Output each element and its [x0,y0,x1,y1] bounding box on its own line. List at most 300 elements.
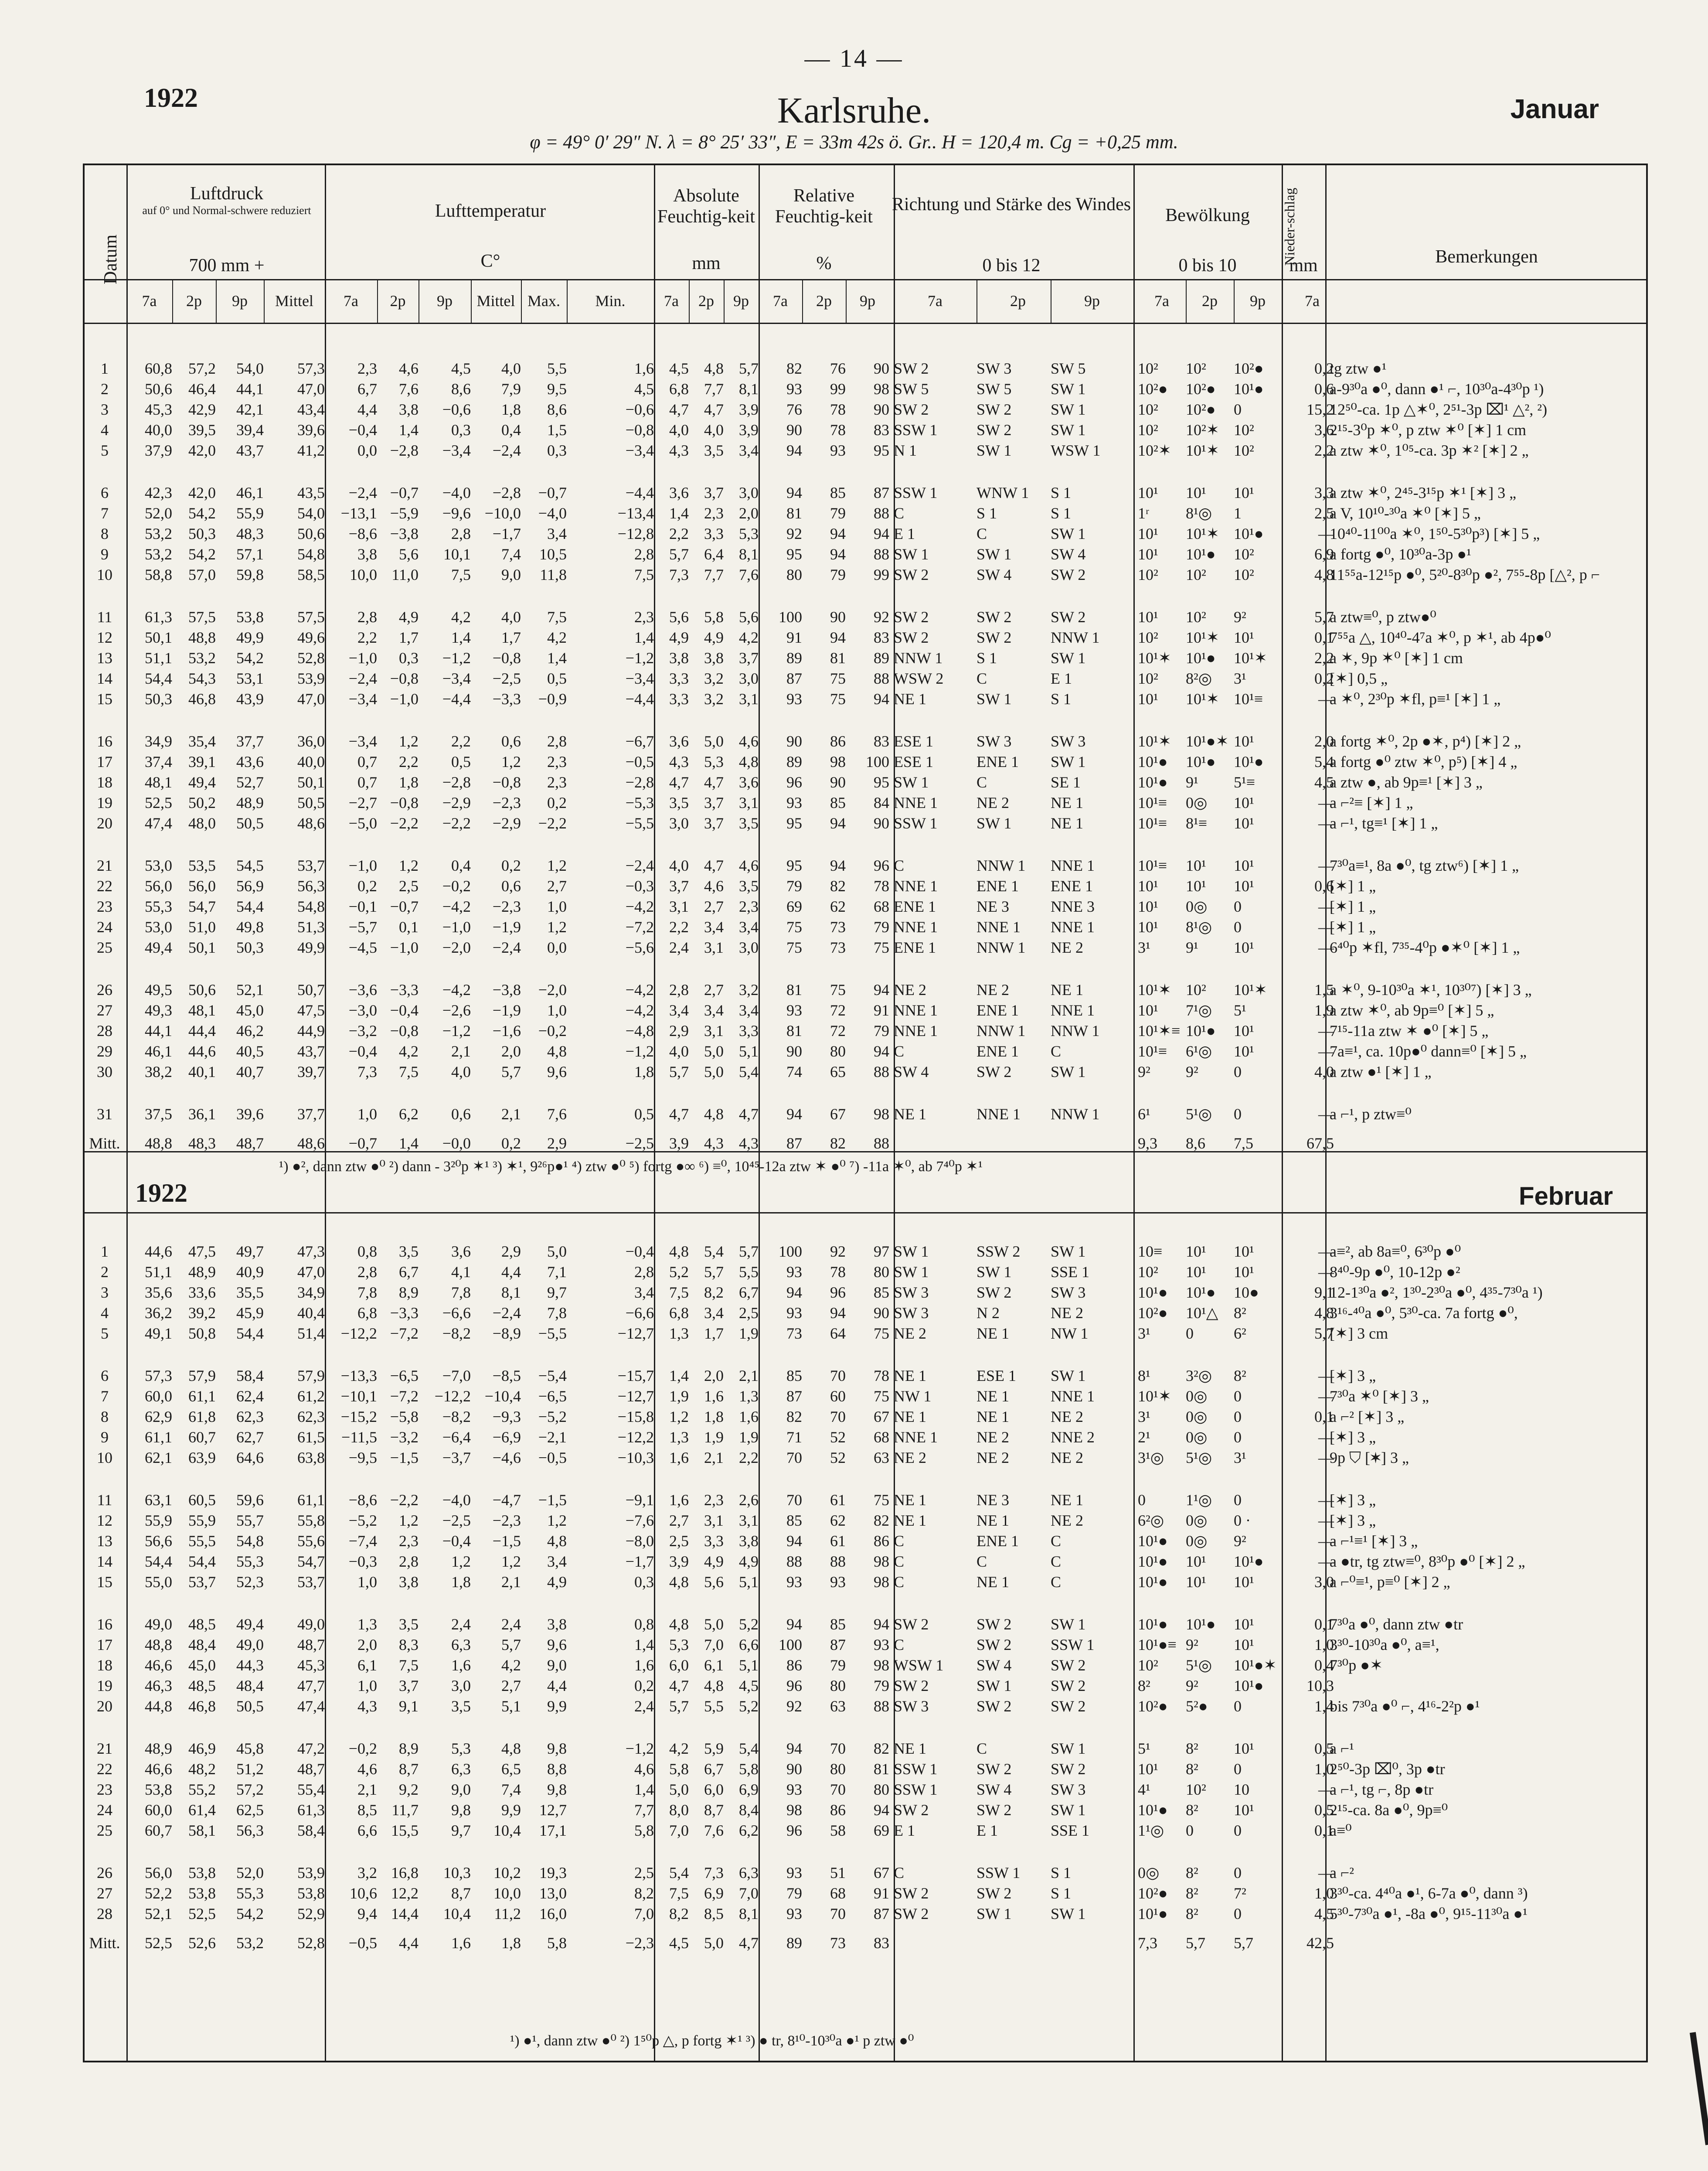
table-cell: 50,3 [236,939,264,956]
table-cell: 2,8 [451,525,471,542]
table-cell: NE 2 [976,981,1009,999]
mittel-cell: 4,7 [739,1934,759,1952]
table-cell: 0 [1138,1491,1146,1509]
table-cell: NNE 1 [1051,1002,1095,1019]
table-cell: 58,1 [188,1822,216,1839]
table-cell: 7,4 [501,545,521,563]
table-row [83,1447,1648,1467]
table-cell: ENE 1 [894,898,936,915]
table-cell: 98 [874,380,889,398]
table-cell: 52,2 [145,1885,172,1902]
table-cell: 10² [1138,401,1158,418]
table-cell: 50,1 [188,939,216,956]
table-cell: 3,4 [704,918,724,936]
table-cell: 74 [786,1063,802,1080]
table-cell: 54,4 [236,898,264,915]
table-cell: 90 [786,733,802,750]
table-cell: 3,6 [451,1243,471,1260]
table-cell: 5,4 [669,1864,689,1881]
table-cell: 7,5 [399,1063,418,1080]
table-cell: 44,6 [188,1043,216,1060]
table-cell: 6,8 [669,380,689,398]
subheader-p2: 2p [1010,292,1026,310]
table-cell: 67 [874,1408,889,1425]
table-cell: 3,4 [704,1304,724,1322]
table-cell: 44,9 [297,1022,325,1039]
table-cell: 49,4 [236,1615,264,1633]
table-cell: SW 4 [976,1781,1012,1798]
table-cell: 100 [779,1243,802,1260]
table-cell: −2,4 [625,857,654,874]
table-cell: 3¹ [1234,670,1246,687]
table-cell: 0,6 [1314,380,1334,398]
table-cell: 10² [1234,566,1254,583]
table-cell: 25 [97,939,112,956]
table-cell: 6,9 [1314,545,1334,563]
table-cell: 1,3 [669,1428,689,1446]
table-cell: 82 [874,1740,889,1757]
table-cell: 4,6 [399,360,418,377]
table-cell: 8² [1234,1304,1246,1322]
header-luftdruck-title: Luftdruck [190,184,263,204]
table-cell: 4,4 [547,1677,567,1694]
subheader-p9: 9p [1250,292,1266,310]
table-cell: 10¹● [1186,1022,1216,1039]
table-cell: 10¹ [1234,1573,1254,1591]
table-cell: 3,6 [669,484,689,501]
table-cell: 40,0 [297,753,325,770]
table-cell: 70 [830,1740,846,1757]
table-cell: 7,7 [634,1801,654,1819]
table-cell: 10¹●✶ [1186,733,1229,750]
table-cell: 6,9 [704,1885,724,1902]
table-cell: −5,3 [625,794,654,811]
table-cell: 5,6 [669,608,689,626]
table-cell: 1,7 [501,629,521,646]
table-cell: 0,0 [357,442,377,459]
table-cell: a ztw ●, ab 9p≡¹ [✶] 3 „ [1330,774,1483,791]
table-cell: 53,8 [236,608,264,626]
table-cell: 3¹⁶-⁴⁰a ●⁰, 5³⁰-ca. 7a fortg ●⁰, [1330,1304,1518,1322]
table-cell: NE 1 [1051,815,1083,832]
mittel-cell: 3,9 [669,1135,689,1152]
table-cell: 55,3 [145,898,172,915]
table-cell: 81 [830,649,846,667]
table-cell: 5,7 [669,545,689,563]
table-cell: −3,0 [348,1002,377,1019]
table-cell: 1,6 [669,1491,689,1509]
table-cell: −9,5 [348,1449,377,1466]
table-cell: S 1 [976,649,997,667]
table-cell: 51,1 [145,649,172,667]
table-cell: 79 [786,1885,802,1902]
table-cell: −1,0 [348,857,377,874]
table-cell: 5,4 [1314,753,1334,770]
table-cell: NE 1 [894,1491,926,1509]
table-cell: 8,7 [704,1801,724,1819]
table-cell: 72 [830,1022,846,1039]
table-cell: 10¹●≡ [1138,1636,1177,1653]
table-cell: 7,0 [704,1636,724,1653]
table-cell: WNW 1 [976,484,1029,501]
table-cell: 45,0 [236,1002,264,1019]
table-cell: 44,3 [236,1656,264,1674]
table-cell: 41,2 [297,442,325,459]
table-cell: 36,1 [188,1105,216,1123]
subheader-p2: 2p [186,292,202,310]
table-cell: SW 4 [976,566,1012,583]
table-cell: 0,8 [357,1243,377,1260]
table-row [83,937,1648,957]
table-cell: SW 1 [894,1263,929,1281]
table-cell: — [1318,794,1334,811]
header-bewoelkung-unit: 0 bis 10 [1178,256,1237,276]
table-cell: NNE 1 [894,1428,938,1446]
table-cell: 4,5 [1314,1905,1334,1922]
table-cell: 10● [1234,1284,1259,1301]
table-cell: −2,4 [492,939,521,956]
table-cell: S 1 [1051,484,1072,501]
table-cell: −0,4 [348,421,377,439]
table-cell: −8,2 [442,1408,471,1425]
table-cell: 2,8 [634,1263,654,1281]
table-cell: 2,2 [739,1449,759,1466]
table-cell: 5,7 [501,1063,521,1080]
table-cell: WSW 1 [894,1656,944,1674]
table-cell: 2,2 [399,753,418,770]
table-cell: 6,7 [704,1760,724,1778]
table-cell: 9 [101,545,109,563]
table-cell: SW 4 [1051,545,1086,563]
mittel-cell: 89 [786,1934,802,1952]
table-cell: 60,7 [188,1428,216,1446]
table-cell: 0,3 [451,421,471,439]
table-row [83,1738,1648,1758]
table-cell: 52,5 [188,1905,216,1922]
table-cell: −4,4 [625,690,654,708]
table-cell: 95 [874,774,889,791]
table-cell: 10,0 [350,566,377,583]
table-cell: 57,9 [188,1367,216,1384]
table-cell: 1,9 [1314,1002,1334,1019]
table-cell: 3,0 [451,1677,471,1694]
table-cell: 49,9 [297,939,325,956]
table-cell: ENE 1 [976,877,1019,895]
table-cell: SW 1 [1051,649,1086,667]
table-cell: 79 [830,566,846,583]
table-cell: 90 [874,1304,889,1322]
table-cell: 53,8 [297,1885,325,1902]
table-cell: [✶] 3 „ [1330,1491,1376,1509]
table-cell: SSW 1 [976,1864,1021,1881]
table-cell: 4,8 [669,1615,689,1633]
table-cell: −8,2 [442,1325,471,1342]
table-cell: 64 [830,1325,846,1342]
table-cell: 4,4 [501,1263,521,1281]
table-cell: SW 4 [976,1656,1012,1674]
table-cell: 88 [874,504,889,522]
page-edge-mark [1690,2032,1708,2145]
table-cell: NE 1 [894,1105,926,1123]
table-cell: 10,0 [493,1885,521,1902]
table-cell: 2,2 [451,733,471,750]
table-cell: 54,4 [236,1325,264,1342]
table-cell: 38,2 [145,1063,172,1080]
mittel-cell: 7,5 [1234,1135,1253,1152]
table-cell: 70 [830,1408,846,1425]
table-cell: 0,4 [451,857,471,874]
table-cell: 10,2 [493,1864,521,1881]
table-cell: −2,8 [625,774,654,791]
table-cell: 37,4 [145,753,172,770]
table-cell: 57,3 [145,1367,172,1384]
table-cell: 3,3 [704,525,724,542]
table-cell: 61,5 [297,1428,325,1446]
table-cell: 10¹ [1234,1043,1254,1060]
table-cell: [✶] 3 „ [1330,1512,1376,1529]
table-cell: 46,2 [236,1022,264,1039]
table-cell: 42,1 [236,401,264,418]
table-cell: 94 [830,525,846,542]
table-cell: 10¹ [1138,1760,1158,1778]
table-cell: 2,4 [634,1697,654,1715]
table-cell: −13,3 [340,1367,377,1384]
table-cell: 1¹◎ [1138,1822,1164,1839]
table-cell: 53,0 [145,857,172,874]
table-cell: 94 [786,1284,802,1301]
table-cell: 54,4 [145,1553,172,1570]
table-cell: 10²● [1186,401,1216,418]
table-cell: 2,7 [704,898,724,915]
table-cell: 10,3 [443,1864,471,1881]
table-cell: 48,5 [188,1677,216,1694]
table-cell: a ztw ✶⁰, 1⁰⁵-ca. 3p ✶² [✶] 2 „ [1330,442,1529,459]
table-cell: 47,0 [297,380,325,398]
table-cell: 2,5 [669,1532,689,1550]
table-row [83,1571,1648,1592]
table-cell: 10¹● [1138,1615,1168,1633]
table-cell: 94 [786,442,802,459]
table-cell: E 1 [976,1822,998,1839]
table-cell: 6,5 [501,1760,521,1778]
table-cell: −3,7 [442,1449,471,1466]
table-cell: 4,9 [399,608,418,626]
table-cell: 92 [874,608,889,626]
table-cell: 53,9 [297,1864,325,1881]
table-cell: 1 [101,1243,109,1260]
table-cell: WSW 2 [894,670,944,687]
table-cell: SW 2 [1051,1656,1086,1674]
table-cell: 9,1 [1314,1284,1334,1301]
table-cell: NE 2 [1051,1408,1083,1425]
table-cell: 7² [1234,1885,1246,1902]
table-cell: — [1318,898,1334,915]
table-cell: 93 [786,1263,802,1281]
table-cell: 2,2 [1314,442,1334,459]
table-cell: 6,6 [739,1636,759,1653]
table-cell: 10 [97,566,112,583]
table-cell: 3,8 [739,1532,759,1550]
table-cell: 57,3 [297,360,325,377]
table-cell: −1,0 [390,690,418,708]
table-cell: 94 [786,1532,802,1550]
table-cell: 69 [786,898,802,915]
mittel-cell: 48,7 [236,1135,264,1152]
table-cell: 7,6 [704,1822,724,1839]
table-cell: 10¹ [1138,877,1158,895]
table-cell: 9,8 [547,1781,567,1798]
table-cell: 1 [1234,504,1242,522]
table-cell: −4,6 [492,1449,521,1466]
table-cell: 2,3 [704,1491,724,1509]
table-cell: 1,6 [704,1387,724,1405]
table-cell: 4,8 [669,1573,689,1591]
table-cell: 10¹△ [1186,1304,1218,1322]
table-cell: 7,6 [739,566,759,583]
table-cell: 5¹◎ [1186,1105,1212,1123]
table-cell: −2,4 [492,442,521,459]
table-cell: 2,7 [547,877,567,895]
table-row [83,1040,1648,1061]
table-cell: 70 [786,1491,802,1509]
table-cell: 62,5 [236,1801,264,1819]
table-cell: 3,5 [704,442,724,459]
mittel-cell: 4,4 [399,1934,418,1952]
table-cell: −2,2 [390,815,418,832]
table-cell: 6¹ [1138,1105,1150,1123]
table-cell: 19 [97,1677,112,1694]
table-cell: 8,2 [634,1885,654,1902]
table-cell: −4,2 [442,981,471,999]
table-cell: 17,1 [539,1822,567,1839]
header-lufttemp-unit: C° [480,251,500,271]
table-cell: 0,2 [357,877,377,895]
subheader-a7: 7a [773,292,788,310]
table-cell: −0,5 [538,1449,567,1466]
table-cell: 51 [830,1864,846,1881]
table-cell: −6,6 [625,1304,654,1322]
table-cell: — [1318,690,1334,708]
table-cell: 1,0 [357,1573,377,1591]
table-cell: 8² [1186,1740,1198,1757]
table-cell: 79 [830,504,846,522]
table-cell: a fortg ✶⁰, 2p ●✶, p⁴) [✶] 2 „ [1330,733,1521,750]
table-row [83,1365,1648,1385]
table-cell: 90 [874,401,889,418]
table-cell: 80 [830,1043,846,1060]
table-cell: 5,6 [704,1573,724,1591]
table-cell: 0,7 [357,753,377,770]
mittel-cell: 4,3 [704,1135,724,1152]
table-cell: 0,5 [634,1105,654,1123]
table-cell: 7³⁰a ✶⁰ [✶] 3 „ [1330,1387,1429,1405]
table-cell: 62 [830,1512,846,1529]
table-cell: 36,2 [145,1304,172,1322]
table-row [83,1530,1648,1551]
table-cell: 2,5 [739,1304,759,1322]
table-cell: 3,7 [704,484,724,501]
table-cell: SSW 1 [1051,1636,1095,1653]
table-cell: 56,0 [145,1864,172,1881]
table-cell: SW 1 [976,1905,1012,1922]
table-cell: 4,5 [739,1677,759,1694]
table-cell: 88 [874,670,889,687]
table-cell: 10² [1138,1263,1158,1281]
table-cell: 0 [1234,1905,1242,1922]
table-cell: 10¹ [1138,918,1158,936]
table-cell: 16 [97,1615,112,1633]
table-cell: 4,9 [704,1553,724,1570]
table-cell: 2,4 [451,1615,471,1633]
table-cell: 1,4 [1314,1697,1334,1715]
table-cell: 86 [830,1801,846,1819]
table-cell: 3,7 [399,1677,418,1694]
table-cell: 52,0 [145,504,172,522]
table-cell: −3,4 [625,442,654,459]
table-cell: 75 [830,670,846,687]
table-cell: 53,7 [297,857,325,874]
table-cell: 1,2 [547,857,567,874]
table-cell: 50,5 [236,815,264,832]
mittel-cell: 82 [830,1135,846,1152]
table-row [83,1406,1648,1426]
table-cell: 42,0 [188,442,216,459]
table-cell: 63,9 [188,1449,216,1466]
table-cell: 4,8 [1314,1304,1334,1322]
table-cell: 22 [97,1760,112,1778]
table-cell: 10¹ [1186,877,1206,895]
table-cell: — [1318,1022,1334,1039]
table-cell: 19,3 [539,1864,567,1881]
table-cell: 6,3 [451,1636,471,1653]
table-cell: [✶] 1 „ [1330,918,1376,936]
table-cell: 54,8 [297,545,325,563]
table-cell: −8,5 [492,1367,521,1384]
table-cell: 39,1 [188,753,216,770]
table-cell: 6⁴⁰p ✶fl, 7³⁵-4⁰p ●✶⁰ [✶] 1 „ [1330,939,1520,956]
table-cell: 56,6 [145,1532,172,1550]
table-cell: 4,6 [634,1760,654,1778]
table-cell: NNE 1 [976,1105,1021,1123]
table-cell: 2,3 [547,774,567,791]
table-cell: 70 [830,1905,846,1922]
table-cell: −15,2 [340,1408,377,1425]
table-cell: 85 [786,1367,802,1384]
table-cell: 10¹✶ [1234,981,1267,999]
table-cell: 3,9 [739,401,759,418]
table-cell: NNE 1 [1051,857,1095,874]
table-cell: −2,2 [442,815,471,832]
table-cell: 0◎ [1186,1387,1208,1405]
table-cell: 10¹ [1186,1573,1206,1591]
table-cell: 3,1 [739,690,759,708]
table-cell: 5,1 [739,1043,759,1060]
table-cell: 8 [101,525,109,542]
mittel-cell: 5,0 [704,1934,724,1952]
table-cell: 9¹ [1186,774,1198,791]
table-cell: 52 [830,1428,846,1446]
table-cell: 3,3 [1314,484,1334,501]
table-cell: a ztw ✶⁰, ab 9p≡⁰ [✶] 5 „ [1330,1002,1494,1019]
mittel-cell: 48,8 [145,1135,172,1152]
table-cell: 40,0 [145,421,172,439]
table-cell: a fortg ●⁰, 10³⁰a-3p ●¹ [1330,545,1471,563]
table-cell: 6¹◎ [1186,1043,1212,1060]
table-cell: −4,4 [442,690,471,708]
table-cell: 60,0 [145,1387,172,1405]
table-cell: 8,0 [669,1801,689,1819]
table-cell: 5,3 [451,1740,471,1757]
